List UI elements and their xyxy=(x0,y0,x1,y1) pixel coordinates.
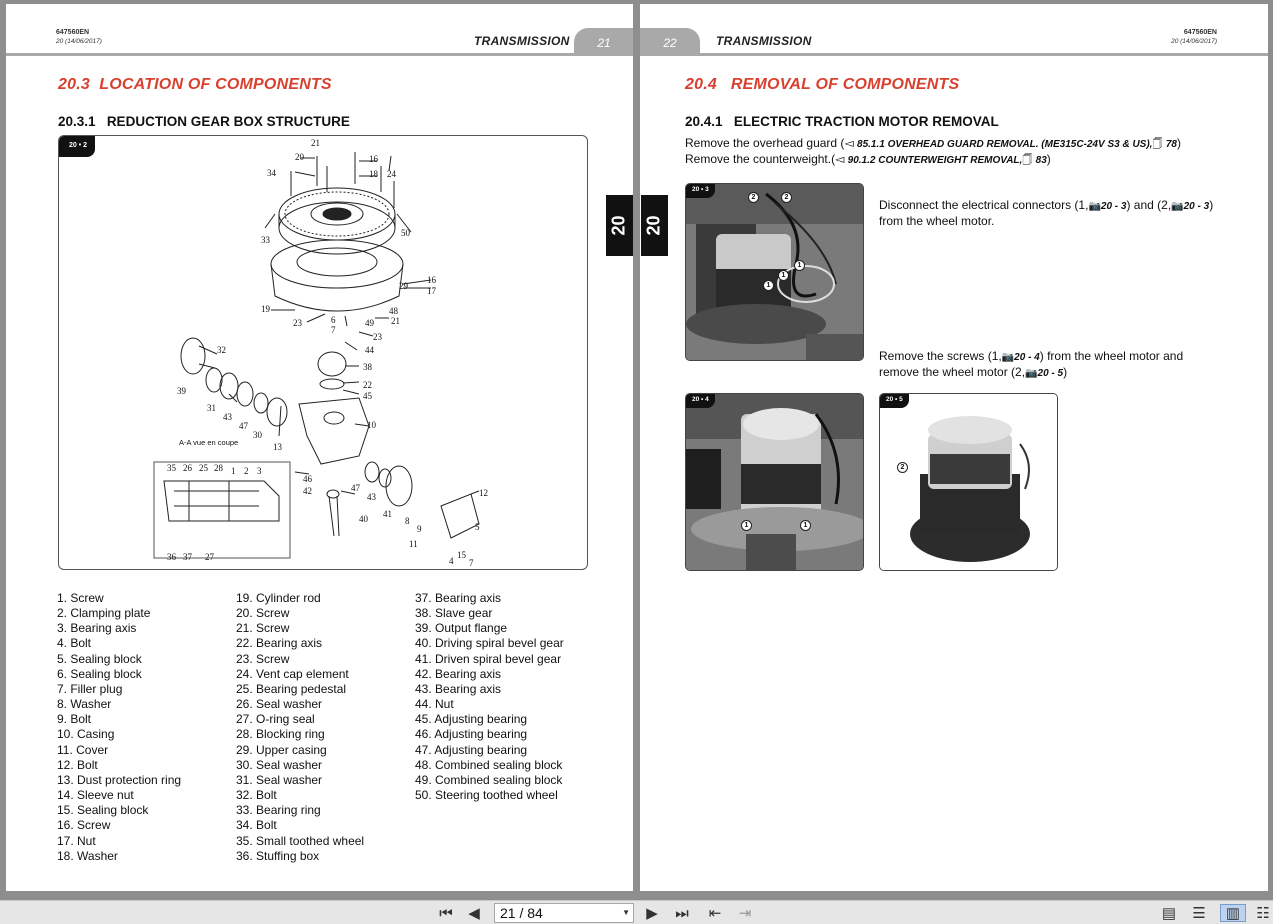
overhead-guard-link[interactable]: 85.1.1 OVERHEAD GUARD REMOVAL. (ME315C-24V S3 & US), xyxy=(857,139,1153,150)
section-number: 20.4 xyxy=(685,76,717,93)
diagram-label: 31 xyxy=(207,403,216,413)
part-item: 49. Combined sealing block xyxy=(415,772,563,787)
step-text: ) and (2, xyxy=(1126,198,1172,212)
diagram-label: 2 xyxy=(244,466,249,476)
part-item: 36. Stuffing box xyxy=(236,848,320,863)
single-page-icon[interactable]: ▤ xyxy=(1161,905,1177,922)
section-heading xyxy=(685,76,959,94)
page-icon: 🗍 xyxy=(1152,139,1163,150)
callout-marker: 1 xyxy=(741,520,752,531)
part-item: 46. Adjusting bearing xyxy=(415,727,528,742)
intro-line-1: Remove the overhead guard (◅ 85.1.1 OVERHEAD GUARD REMOVAL. (ME315C-24V S3 & US),🗍 78) xyxy=(685,136,1181,150)
figure-tag: 20 • 2 xyxy=(59,136,95,157)
diagram-label: 41 xyxy=(383,509,392,519)
diagram-label: 27 xyxy=(205,552,214,562)
page-indicator: 21 / 84 xyxy=(500,905,543,921)
diagram-label: 43 xyxy=(223,412,232,422)
step-text: Disconnect the electrical connectors (1, xyxy=(879,198,1089,212)
link-arrow-icon: ◅ xyxy=(835,152,845,166)
part-item: 40. Driving spiral bevel gear xyxy=(415,636,564,651)
part-item: 50. Steering toothed wheel xyxy=(415,788,558,803)
camera-icon: 📷 xyxy=(1171,201,1184,212)
part-item: 8. Washer xyxy=(57,697,112,712)
section-number: 20.3 xyxy=(58,76,90,93)
overhead-guard-page-ref[interactable]: 78 xyxy=(1165,139,1177,150)
diagram-label: 43 xyxy=(367,492,376,502)
part-item: 17. Nut xyxy=(57,833,96,848)
camera-icon: 📷 xyxy=(1001,352,1015,363)
part-item: 20. Screw xyxy=(236,606,290,621)
chapter-tab xyxy=(606,195,633,256)
diagram-label: 49 xyxy=(365,318,374,328)
part-item: 9. Bolt xyxy=(57,712,92,727)
diagram-label: 23 xyxy=(293,318,302,328)
doc-date: 20 (14/06/2017) xyxy=(56,38,102,45)
diagram-label: 13 xyxy=(273,442,282,452)
photo-fig-20-4 xyxy=(685,393,864,571)
subsection-title: REDUCTION GEAR BOX STRUCTURE xyxy=(106,114,350,129)
figure-tag: 20 • 5 xyxy=(880,394,909,408)
diagram-label: 11 xyxy=(409,539,418,549)
parts-list-column-3 xyxy=(415,591,564,803)
first-page-icon[interactable]: ⏮ xyxy=(439,904,453,922)
part-item: 15. Sealing block xyxy=(57,803,149,818)
doc-id-block xyxy=(56,28,102,46)
doc-id-block xyxy=(1169,28,1217,46)
diagram-label: 47 xyxy=(239,421,248,431)
diagram-label: 47 xyxy=(351,483,360,493)
diagram-label: 17 xyxy=(427,286,436,296)
motor-wiring-photo xyxy=(686,184,864,361)
fig-ref-link[interactable]: 20 - 5 xyxy=(1037,368,1064,379)
diagram-label: 44 xyxy=(365,345,374,355)
part-item: 23. Screw xyxy=(236,651,290,666)
header-title: TRANSMISSION xyxy=(474,34,570,48)
diagram-label: 19 xyxy=(261,304,270,314)
previous-view-icon[interactable]: ⇤ xyxy=(708,905,722,922)
diagram-label: 4 xyxy=(449,556,454,566)
diagram-label: 25 xyxy=(199,463,208,473)
diagram-label: 32 xyxy=(217,345,226,355)
part-item: 35. Small toothed wheel xyxy=(236,833,365,848)
gearbox-exploded-diagram xyxy=(58,135,588,570)
part-item: 34. Bolt xyxy=(236,818,277,833)
motor-screws-photo xyxy=(686,394,864,571)
fig-ref-link[interactable]: 20 - 4 xyxy=(1014,352,1040,363)
subsection-heading xyxy=(58,114,350,129)
part-item: 29. Upper casing xyxy=(236,742,327,757)
part-item: 37. Bearing axis xyxy=(415,591,502,605)
camera-icon: 📷 xyxy=(1088,201,1101,212)
callout-marker: 1 xyxy=(763,280,774,291)
part-item: 2. Clamping plate xyxy=(57,606,151,621)
diagram-label: 18 xyxy=(369,169,378,179)
part-item: 19. Cylinder rod xyxy=(236,591,321,605)
part-item: 27. O-ring seal xyxy=(236,712,315,727)
doc-id: 647560EN xyxy=(1183,29,1217,36)
part-item: 30. Seal washer xyxy=(236,757,323,772)
part-item: 11. Cover xyxy=(57,742,109,757)
section-title: REMOVAL OF COMPONENTS xyxy=(730,76,960,93)
diagram-label: 40 xyxy=(359,514,368,524)
intro-instructions xyxy=(685,136,1255,168)
diagram-label: 50 xyxy=(401,228,410,238)
next-view-icon[interactable]: ⇥ xyxy=(738,905,752,922)
fig-ref-link[interactable]: 20 - 3 xyxy=(1100,201,1127,212)
diagram-label: 45 xyxy=(363,391,372,401)
counterweight-page-ref[interactable]: 83 xyxy=(1035,155,1047,166)
subsection-number: 20.4.1 xyxy=(685,114,723,129)
diagram-label: 6 xyxy=(331,315,336,325)
diagram-label: 28 xyxy=(214,463,223,473)
diagram-label: 15 xyxy=(457,550,466,560)
part-item: 41. Driven spiral bevel gear xyxy=(415,651,562,666)
subsection-heading xyxy=(685,114,999,129)
removed-motor-photo xyxy=(880,394,1058,571)
header-rule xyxy=(6,53,633,56)
part-item: 16. Screw xyxy=(57,818,111,833)
intro-text: Remove the counterweight.( xyxy=(685,152,836,166)
part-item: 4. Bolt xyxy=(57,636,92,651)
parts-list-column-2 xyxy=(236,591,364,864)
diagram-label: 24 xyxy=(387,169,396,179)
part-item: 24. Vent cap element xyxy=(236,666,349,681)
figure-tag: 20 • 4 xyxy=(686,394,715,408)
chapter-tab xyxy=(641,195,668,256)
diagram-label: 5 xyxy=(475,522,480,532)
part-item: 25. Bearing pedestal xyxy=(236,681,347,696)
header-title: TRANSMISSION xyxy=(716,34,812,48)
section-heading xyxy=(58,76,332,94)
callout-marker: 2 xyxy=(748,192,759,203)
diagram-label: 20 xyxy=(295,152,304,162)
page-icon: 🗍 xyxy=(1022,155,1033,166)
diagram-label: 9 xyxy=(417,524,422,534)
step-remove-screws xyxy=(879,349,1224,381)
fig-ref-link[interactable]: 20 - 3 xyxy=(1183,201,1210,212)
diagram-label: 16 xyxy=(427,275,436,285)
diagram-label: 12 xyxy=(479,488,488,498)
part-item: 47. Adjusting bearing xyxy=(415,742,528,757)
camera-icon: 📷 xyxy=(1025,368,1038,379)
diagram-label: 48 xyxy=(389,306,398,316)
page-22 xyxy=(640,4,1268,891)
diagram-label: 3 xyxy=(257,466,262,476)
diagram-label: 42 xyxy=(303,486,312,496)
part-item: 7. Filler plug xyxy=(57,681,123,696)
part-item: 42. Bearing axis xyxy=(415,666,502,681)
part-item: 28. Blocking ring xyxy=(236,727,325,742)
page-number-tab: 21 xyxy=(574,28,633,56)
intro-text: Remove the overhead guard ( xyxy=(685,136,845,150)
diagram-label: 7 xyxy=(331,325,336,335)
diagram-label: 36 xyxy=(167,552,176,562)
chapter-tab-label: 20 xyxy=(609,215,629,236)
diagram-label: 46 xyxy=(303,474,312,484)
subsection-title: ELECTRIC TRACTION MOTOR REMOVAL xyxy=(733,114,999,129)
figure-tag: 20 • 3 xyxy=(686,184,715,198)
diagram-label: 10 xyxy=(367,420,376,430)
diagram-label: 8 xyxy=(405,516,410,526)
diagram-label: 7 xyxy=(469,558,474,568)
callout-marker: 2 xyxy=(897,462,908,473)
diagram-label: 1 xyxy=(231,466,236,476)
diagram-label: 38 xyxy=(363,362,372,372)
section-title: LOCATION OF COMPONENTS xyxy=(99,76,332,93)
link-arrow-icon: ◅ xyxy=(844,136,854,150)
part-item: 44. Nut xyxy=(415,697,454,712)
callout-marker: 1 xyxy=(800,520,811,531)
part-item: 22. Bearing axis xyxy=(236,636,323,651)
part-item: 14. Sleeve nut xyxy=(57,788,134,803)
step-text: ) xyxy=(1063,365,1068,379)
part-item: 33. Bearing ring xyxy=(236,803,321,818)
diagram-label: 22 xyxy=(363,380,372,390)
counterweight-link[interactable]: 90.1.2 COUNTERWEIGHT REMOVAL, xyxy=(847,155,1023,166)
prev-page-icon[interactable]: ◀ xyxy=(468,905,480,922)
part-item: 18. Washer xyxy=(57,848,118,863)
intro-line-2: Remove the counterweight.(◅ 90.1.2 COUNTERWEIGHT REMOVAL,🗍 83) xyxy=(685,152,1051,166)
chevron-down-icon[interactable]: ▼ xyxy=(622,908,630,917)
part-item: 21. Screw xyxy=(236,621,290,636)
step-text: Remove the screws (1, xyxy=(879,349,1002,363)
callout-marker: 1 xyxy=(778,270,789,281)
diagram-label: 21 xyxy=(311,138,320,148)
chapter-tab-label: 20 xyxy=(644,215,664,236)
part-item: 5. Sealing block xyxy=(57,651,142,666)
callout-marker: 1 xyxy=(794,260,805,271)
diagram-label: 26 xyxy=(183,463,192,473)
two-page-continuous-icon[interactable]: ☷ xyxy=(1256,905,1270,922)
part-item: 48. Combined sealing block xyxy=(415,757,563,772)
next-page-icon[interactable]: ▶ xyxy=(646,905,658,922)
two-page-icon[interactable]: ▥ xyxy=(1220,904,1246,922)
step-disconnect-connectors xyxy=(879,198,1224,229)
parts-list-column-1 xyxy=(57,591,181,864)
part-item: 43. Bearing axis xyxy=(415,681,502,696)
diagram-label: 29 xyxy=(399,281,408,291)
header-rule xyxy=(640,53,1268,56)
part-item: 1. Screw xyxy=(57,591,104,605)
doc-id: 647560EN xyxy=(56,29,90,36)
viewer-toolbar xyxy=(0,900,1273,924)
photo-fig-20-5 xyxy=(879,393,1058,571)
photo-fig-20-3 xyxy=(685,183,864,361)
diagram-label-group xyxy=(59,136,588,570)
page-number-tab: 22 xyxy=(640,28,700,56)
callout-marker: 2 xyxy=(781,192,792,203)
page-number-input[interactable] xyxy=(494,903,634,923)
part-item: 45. Adjusting bearing xyxy=(415,712,528,727)
part-item: 6. Sealing block xyxy=(57,666,142,681)
diagram-label: 33 xyxy=(261,235,270,245)
part-item: 38. Slave gear xyxy=(415,606,493,621)
diagram-label: 16 xyxy=(369,154,378,164)
part-item: 26. Seal washer xyxy=(236,697,323,712)
step-text: ) from the wheel motor. xyxy=(879,198,1214,228)
part-item: 12. Bolt xyxy=(57,757,98,772)
figure-caption: A-A vue en coupe xyxy=(179,438,239,447)
part-item: 13. Dust protection ring xyxy=(57,772,182,787)
part-item: 31. Seal washer xyxy=(236,772,323,787)
step-text: ) from the wheel motor and remove the wheel motor (2, xyxy=(879,349,1184,379)
subsection-number: 20.3.1 xyxy=(58,114,96,129)
diagram-label: 30 xyxy=(253,430,262,440)
diagram-label: 34 xyxy=(267,168,276,178)
part-item: 32. Bolt xyxy=(236,788,277,803)
diagram-label: 35 xyxy=(167,463,176,473)
diagram-label: 39 xyxy=(177,386,186,396)
diagram-label: 21 xyxy=(391,316,400,326)
page-21 xyxy=(6,4,633,891)
part-item: 3. Bearing axis xyxy=(57,621,137,636)
part-item: 10. Casing xyxy=(57,727,115,742)
last-page-icon[interactable]: ⏭ xyxy=(675,904,689,922)
diagram-label: 37 xyxy=(183,552,192,562)
diagram-label: 23 xyxy=(373,332,382,342)
part-item: 39. Output flange xyxy=(415,621,508,636)
doc-date: 20 (14/06/2017) xyxy=(1171,38,1217,45)
continuous-icon[interactable]: ☰ xyxy=(1192,905,1206,922)
